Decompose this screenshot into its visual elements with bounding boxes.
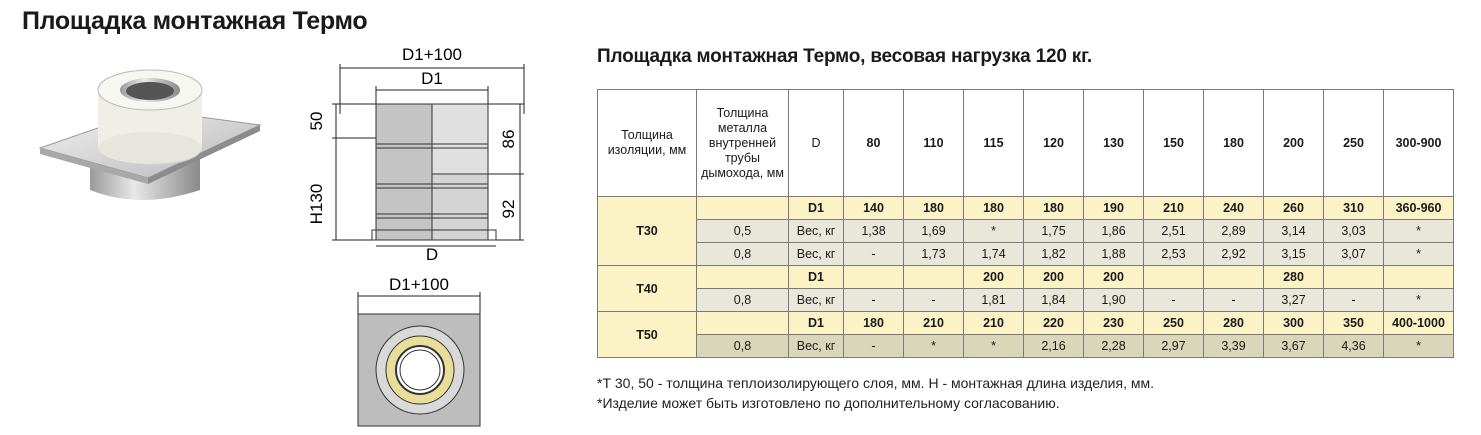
value-cell: 310 xyxy=(1324,197,1384,220)
value-cell: 260 xyxy=(1264,197,1324,220)
thickness-cell xyxy=(697,197,789,220)
value-cell: 2,97 xyxy=(1144,335,1204,358)
dim-d1-plus-100: D1+100 xyxy=(401,45,463,64)
value-cell: 3,07 xyxy=(1324,243,1384,266)
header-diameter: 180 xyxy=(1204,90,1264,197)
value-cell xyxy=(1324,266,1384,289)
footnote: *Изделие может быть изготовлено по дополнительному согласованию. xyxy=(597,395,1060,411)
value-cell: 1,38 xyxy=(844,220,904,243)
header-diameter: 115 xyxy=(964,90,1024,197)
row-label-cell: Вес, кг xyxy=(789,243,844,266)
value-cell: 200 xyxy=(1024,266,1084,289)
value-cell: - xyxy=(844,335,904,358)
dim-92: 92 xyxy=(499,199,518,219)
header-diameter: 130 xyxy=(1084,90,1144,197)
value-cell: 1,90 xyxy=(1084,289,1144,312)
header-diameter: 110 xyxy=(904,90,964,197)
row-label-cell: Вес, кг xyxy=(789,335,844,358)
value-cell: 1,73 xyxy=(904,243,964,266)
row-label-cell: Вес, кг xyxy=(789,289,844,312)
table-row xyxy=(598,335,1454,358)
thickness-cell: 0,8 xyxy=(697,289,789,312)
dim-d: D xyxy=(425,245,439,264)
value-cell: 2,89 xyxy=(1204,220,1264,243)
insulation-cell: Т50 xyxy=(598,312,697,358)
value-cell: * xyxy=(1384,335,1454,358)
header-diameter: 300-900 xyxy=(1384,90,1454,197)
value-cell: - xyxy=(1144,289,1204,312)
value-cell: * xyxy=(1384,243,1454,266)
value-cell: 230 xyxy=(1084,312,1144,335)
value-cell: - xyxy=(904,289,964,312)
value-cell: * xyxy=(1384,289,1454,312)
value-cell xyxy=(1144,266,1204,289)
value-cell: 400-1000 xyxy=(1384,312,1454,335)
thickness-cell: 0,5 xyxy=(697,220,789,243)
table-row xyxy=(598,220,1454,243)
value-cell: - xyxy=(1204,289,1264,312)
value-cell: 1,84 xyxy=(1024,289,1084,312)
value-cell: * xyxy=(1384,220,1454,243)
dim-d1: D1 xyxy=(421,69,443,88)
table-row xyxy=(598,312,1454,335)
table-row xyxy=(598,197,1454,220)
side-view-drawing xyxy=(292,44,542,266)
value-cell: 220 xyxy=(1024,312,1084,335)
page-title: Площадка монтажная Термо xyxy=(22,7,368,35)
value-cell: 2,16 xyxy=(1024,335,1084,358)
table-header-row xyxy=(598,90,1454,197)
value-cell: 190 xyxy=(1084,197,1144,220)
dim-86: 86 xyxy=(499,129,518,149)
value-cell: 1,88 xyxy=(1084,243,1144,266)
value-cell: 3,03 xyxy=(1324,220,1384,243)
value-cell: 2,53 xyxy=(1144,243,1204,266)
value-cell xyxy=(904,266,964,289)
insulation-cell: Т30 xyxy=(598,197,697,266)
thickness-cell xyxy=(697,266,789,289)
dim-50: 50 xyxy=(307,111,326,131)
value-cell: * xyxy=(964,335,1024,358)
value-cell: 200 xyxy=(964,266,1024,289)
value-cell: * xyxy=(964,220,1024,243)
value-cell: 3,27 xyxy=(1264,289,1324,312)
value-cell: 210 xyxy=(904,312,964,335)
value-cell: 280 xyxy=(1264,266,1324,289)
top-view-drawing xyxy=(340,274,500,434)
row-label-cell: D1 xyxy=(789,312,844,335)
value-cell: - xyxy=(1324,289,1384,312)
value-cell: 200 xyxy=(1084,266,1144,289)
value-cell: 250 xyxy=(1144,312,1204,335)
dim-top-d1-plus-100: D1+100 xyxy=(388,275,450,294)
value-cell: 2,51 xyxy=(1144,220,1204,243)
row-label-cell: Вес, кг xyxy=(789,220,844,243)
value-cell xyxy=(1204,266,1264,289)
value-cell: * xyxy=(904,335,964,358)
value-cell: 3,67 xyxy=(1264,335,1324,358)
header-diameter: 120 xyxy=(1024,90,1084,197)
product-photo xyxy=(30,60,270,210)
value-cell: 3,39 xyxy=(1204,335,1264,358)
value-cell xyxy=(844,266,904,289)
value-cell xyxy=(1384,266,1454,289)
header-d: D xyxy=(789,90,844,197)
table-row xyxy=(598,289,1454,312)
value-cell: 210 xyxy=(1144,197,1204,220)
thickness-cell xyxy=(697,312,789,335)
value-cell: 3,15 xyxy=(1264,243,1324,266)
value-cell: 2,28 xyxy=(1084,335,1144,358)
value-cell: 180 xyxy=(964,197,1024,220)
thickness-cell: 0,8 xyxy=(697,243,789,266)
row-label-cell: D1 xyxy=(789,266,844,289)
header-diameter: 200 xyxy=(1264,90,1324,197)
dim-h130: H130 xyxy=(307,183,326,225)
header-diameter: 250 xyxy=(1324,90,1384,197)
header-insulation: Толщина изоляции, мм xyxy=(598,90,697,197)
value-cell: 1,81 xyxy=(964,289,1024,312)
value-cell: 1,69 xyxy=(904,220,964,243)
value-cell: 1,82 xyxy=(1024,243,1084,266)
spec-table xyxy=(597,89,1454,358)
table-row xyxy=(598,266,1454,289)
value-cell: 180 xyxy=(904,197,964,220)
value-cell: 280 xyxy=(1204,312,1264,335)
value-cell: - xyxy=(844,289,904,312)
value-cell: - xyxy=(844,243,904,266)
value-cell: 1,74 xyxy=(964,243,1024,266)
value-cell: 1,75 xyxy=(1024,220,1084,243)
value-cell: 360-960 xyxy=(1384,197,1454,220)
value-cell: 240 xyxy=(1204,197,1264,220)
thickness-cell: 0,8 xyxy=(697,335,789,358)
insulation-cell: Т40 xyxy=(598,266,697,312)
value-cell: 140 xyxy=(844,197,904,220)
footnote: *Т 30, 50 - толщина теплоизолирующего слоя, мм. Н - монтажная длина изделия, мм. xyxy=(597,375,1155,391)
header-diameter: 80 xyxy=(844,90,904,197)
header-metal-thickness: Толщина металла внутренней трубы дымохода, мм xyxy=(697,90,789,197)
value-cell: 4,36 xyxy=(1324,335,1384,358)
value-cell: 2,92 xyxy=(1204,243,1264,266)
value-cell: 300 xyxy=(1264,312,1324,335)
value-cell: 210 xyxy=(964,312,1024,335)
table-title: Площадка монтажная Термо, весовая нагрузка 120 кг. xyxy=(597,46,1093,67)
header-diameter: 150 xyxy=(1144,90,1204,197)
value-cell: 180 xyxy=(844,312,904,335)
footnotes xyxy=(597,373,1154,413)
row-label-cell: D1 xyxy=(789,197,844,220)
value-cell: 350 xyxy=(1324,312,1384,335)
value-cell: 180 xyxy=(1024,197,1084,220)
value-cell: 1,86 xyxy=(1084,220,1144,243)
value-cell: 3,14 xyxy=(1264,220,1324,243)
table-row xyxy=(598,243,1454,266)
